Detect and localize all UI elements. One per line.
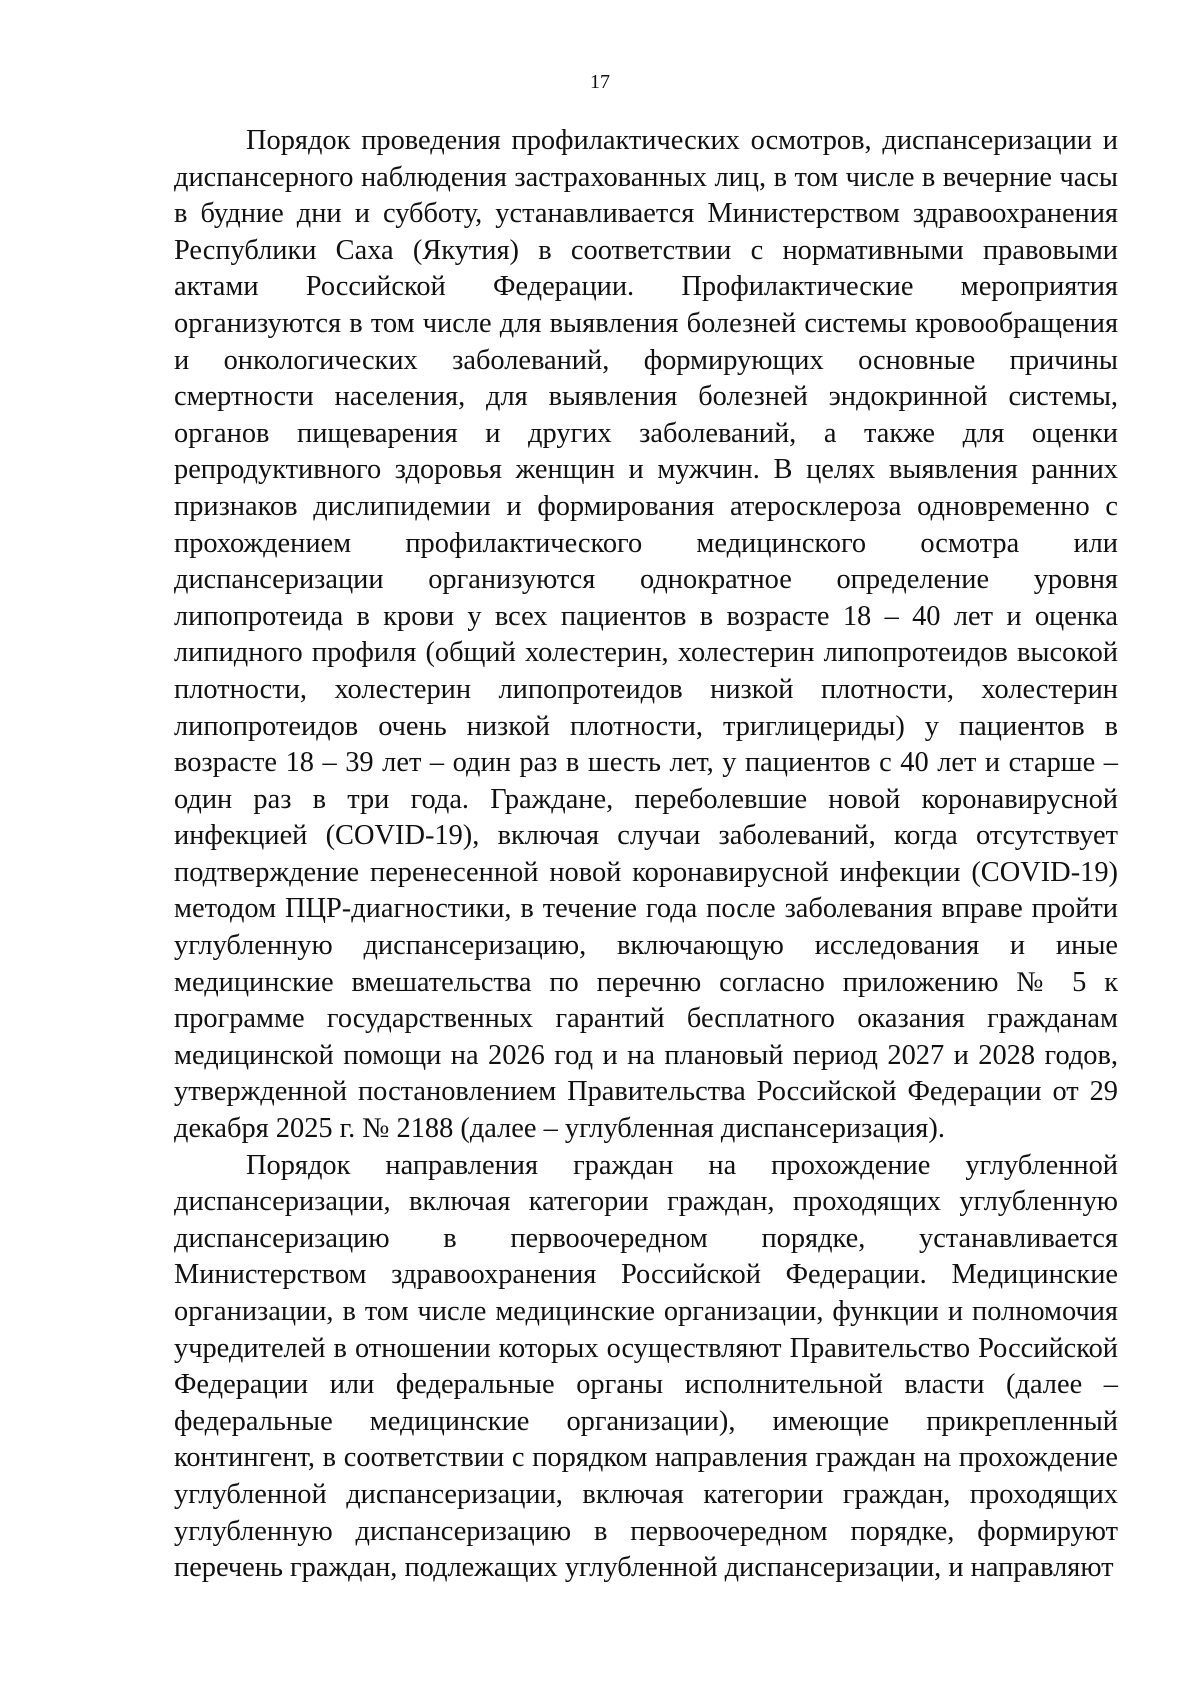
document-body [174, 123, 1118, 1587]
paragraph-preventive-examinations: Порядок проведения профилактических осмотров, диспансеризации и диспансерного наблюдения застрахованных лиц, в том числе в вечерние часы в будние дни и субботу, устанавливается Министерством здравоохранения Республики Саха (Якутия) в соответствии с нормативными правовыми актами Российской Федерации. Профилактические мероприятия организуются в том числе для выявления болезней системы кровообращения и онкологических заболеваний, формирующих основные причины смертности населения, для выявления болезней эндокринной системы, органов пищеварения и других заболеваний, а также для оценки репродуктивного здоровья женщин и мужчин. В целях выявления ранних признаков дислипидемии и формирования атеросклероза одновременно с прохождением профилактического медицинского осмотра или диспансеризации организуются однократное определение уровня липопротеида в крови у всех пациентов в возрасте 18 – 40 лет и оценка липидного профиля (общий холестерин, холестерин липопротеидов высокой плотности, холестерин липопротеидов низкой плотности, холестерин липопротеидов очень низкой плотности, триглицериды) у пациентов в возрасте 18 – 39 лет – один раз в шесть лет, у пациентов с 40 лет и старше – один раз в три года. Граждане, переболевшие новой коронавирусной инфекцией (COVID-19), включая случаи заболеваний, когда отсутствует подтверждение перенесенной новой коронавирусной инфекции (COVID-19) методом ПЦР-диагностики, в течение года после заболевания вправе пройти углубленную диспансеризацию, включающую исследования и иные медицинские вмешательства по перечню согласно приложению № 5 к программе государственных гарантий бесплатного оказания гражданам медицинской помощи на 2026 год и на плановый период 2027 и 2028 годов, утвержденной постановлением Правительства Российской Федерации от 29 декабря 2025 г. № 2188 (далее – углубленная диспансеризация). [174, 125, 1118, 1145]
paragraph-in-depth-screening-referral: Порядок направления граждан на прохождение углубленной диспансеризации, включая категории граждан, проходящих углубленную диспансеризацию в первоочередном порядке, устанавливается Министерством здравоохранения Российской Федерации. Медицинские организации, в том числе медицинские организации, функции и полномочия учредителей в отношении которых осуществляют Правительство Российской Федерации или федеральные органы исполнительной власти (далее – федеральные медицинские организации), имеющие прикрепленный контингент, в соответствии с порядком направления граждан на прохождение углубленной диспансеризации, включая категории граждан, проходящих углубленную диспансеризацию в первоочередном порядке, формируют перечень граждан, подлежащих углубленной диспансеризации, и направляют [174, 1149, 1118, 1584]
page-number: 17 [590, 71, 610, 93]
